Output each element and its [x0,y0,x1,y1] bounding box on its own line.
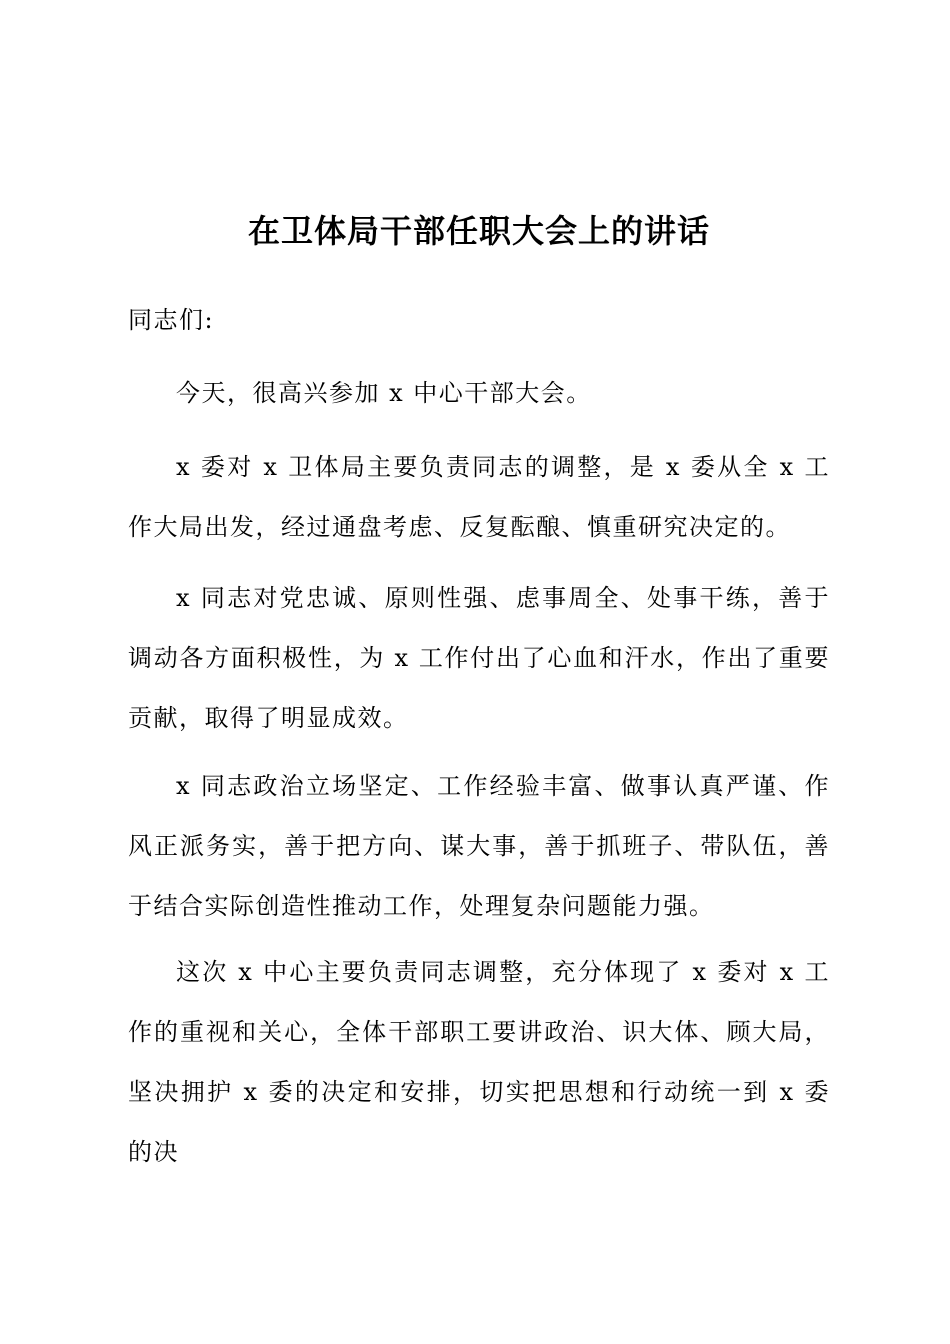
paragraph-2: x 委对 x 卫体局主要负责同志的调整，是 x 委从全 x 工作大局出发，经过通盘考虑、反复酝酿、慎重研究决定的。 [128,453,830,541]
paragraph-4: x 同志政治立场坚定、工作经验丰富、做事认真严谨、作风正派务实，善于把方向、谋大事，善于抓班子、带队伍，善于结合实际创造性推动工作，处理复杂问题能力强。 [128,772,830,920]
document-title: 在卫体局干部任职大会上的讲话 [247,212,710,250]
paragraph-1: 今天，很高兴参加 x 中心干部大会。 [176,379,592,407]
paragraph-3: x 同志对党忠诚、原则性强、虑事周全、处事干练，善于调动各方面积极性，为 x 工作付出了心血和汗水，作出了重要贡献，取得了明显成效。 [128,584,830,732]
salutation: 同志们: [128,306,215,334]
paragraph-5: 这次 x 中心主要负责同志调整，充分体现了 x 委对 x 工作的重视和关心，全体干部职工要讲政治、识大体、顾大局，坚决拥护 x 委的决定和安排，切实把思想和行动统一到 x 委的决 [128,958,830,1166]
